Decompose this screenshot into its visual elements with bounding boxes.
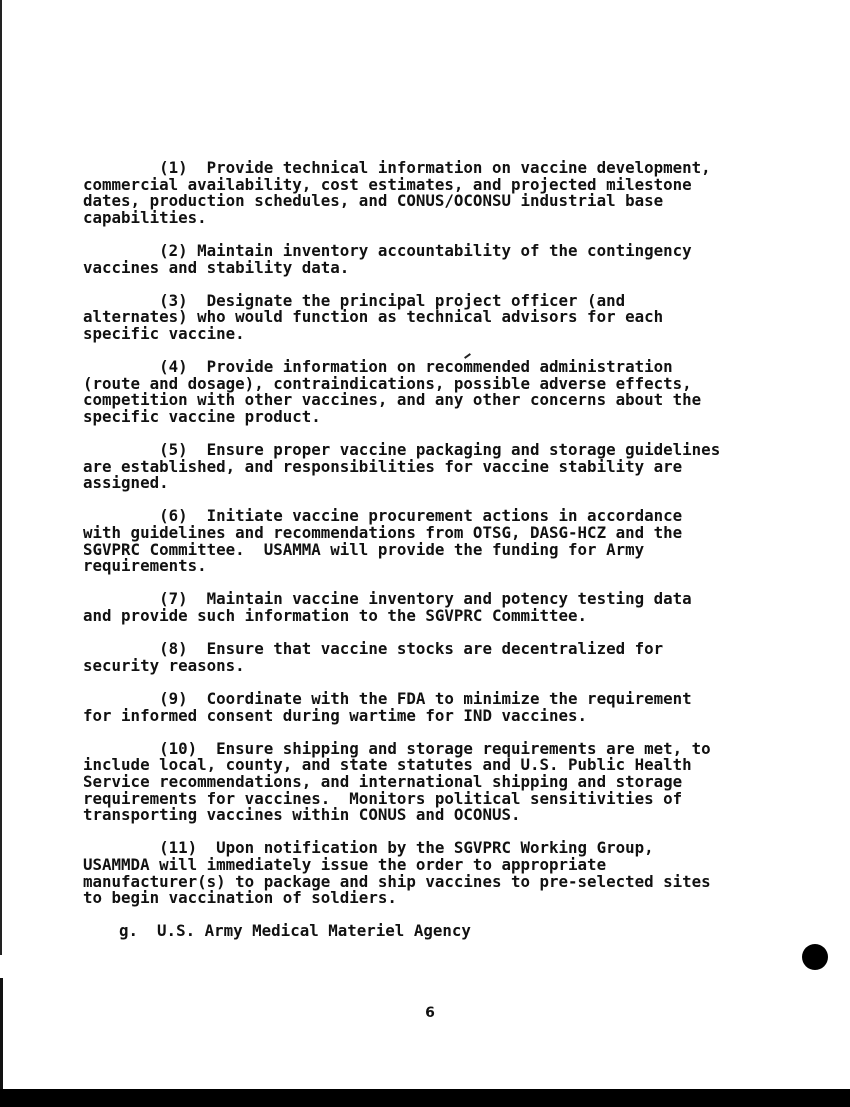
document-body: [83, 160, 803, 940]
section-heading: g. U.S. Army Medical Materiel Agency: [119, 921, 471, 941]
paragraph-10: (10) Ensure shipping and storage requirements are met, to include local, county, and state statutes and U.S. Public Health Service recommendations, and international shipping and storage requirements for vaccines. Monitors political sensitivities of transporting vaccines within CONUS and OCONUS.: [83, 738, 711, 825]
paragraph-9: (9) Coordinate with the FDA to minimize the requirement for informed consent during wartime for IND vaccines.: [83, 689, 692, 725]
scan-bottom-edge: [0, 1089, 850, 1107]
paragraph-8: (8) Ensure that vaccine stocks are decentralized for security reasons.: [83, 639, 664, 675]
punch-hole: [802, 944, 828, 970]
paragraph-3: (3) Designate the principal project officer (and alternates) who would function as technical advisors for each specific vaccine.: [83, 290, 664, 343]
page-number: 6: [425, 1005, 435, 1021]
paragraph-2: (2) Maintain inventory accountability of the contingency vaccines and stability data.: [83, 240, 692, 277]
paragraph-6: (6) Initiate vaccine procurement actions in accordance with guidelines and recommendations from OTSG, DASG-HCZ and the SGVPRC Committee. USAMMA will provide the funding for Army requirements.: [83, 506, 683, 576]
paragraph-11: (11) Upon notification by the SGVPRC Working Group, USAMMDA will immediately issue the order to appropriate manufacturer(s) to package and ship vaccines to pre-selected sites to begin vaccination of soldiers.: [83, 838, 711, 908]
paragraph-1: (1) Provide technical information on vaccine development, commercial availability, cost estimates, and projected milestone dates, production schedules, and CONUS/OCONSU industrial base capabilities.: [83, 158, 711, 227]
scan-left-edge: [0, 0, 2, 955]
paragraph-5: (5) Ensure proper vaccine packaging and storage guidelines are established, and responsibilities for vaccine stability are assigned.: [83, 440, 721, 493]
scan-left-edge-lower: [0, 978, 3, 1098]
paragraph-7: (7) Maintain vaccine inventory and potency testing data and provide such information to the SGVPRC Committee.: [83, 589, 692, 626]
paragraph-4: (4) Provide information on recommended administration (route and dosage), contraindications, possible adverse effects, competition with other vaccines, and any other concerns about the specific vaccine product.: [83, 357, 702, 426]
